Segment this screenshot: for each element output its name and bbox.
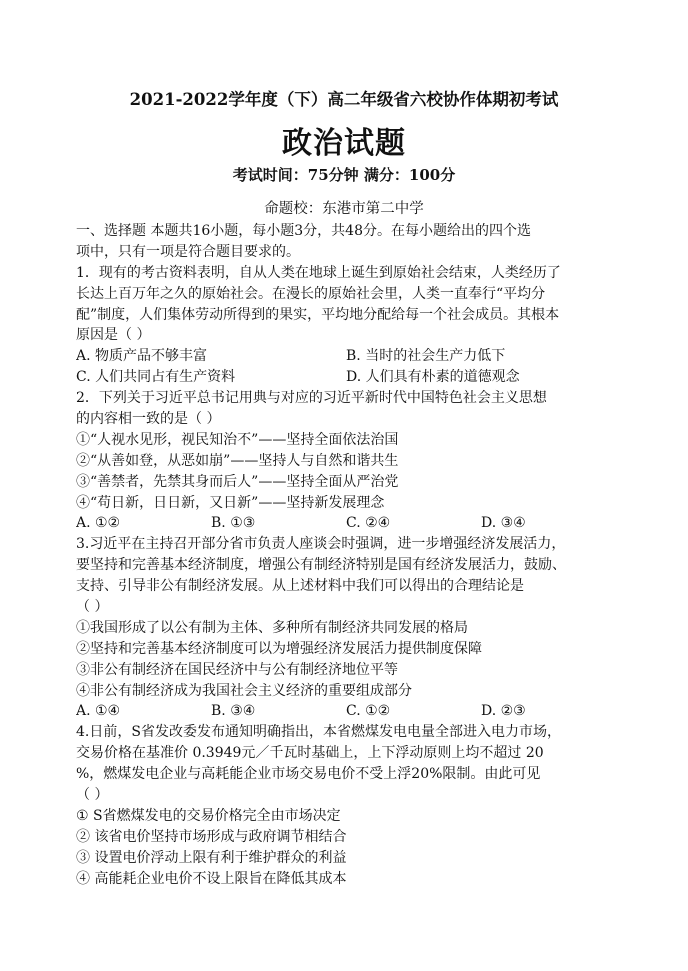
q3-stem-line: 3.习近平在主持召开部分省市负责人座谈会时强调，进一步增强经济发展活力， (76, 536, 566, 553)
section-instruction-line: 一、选择题 本题共16小题，每小题3分，共48分。在每小题给出的四个选 (76, 223, 531, 239)
q4-item: ③ 设置电价浮动上限有利于维护群众的利益 (76, 849, 347, 866)
q2-item: ③“善禁者，先禁其身而后人”——坚持全面从严治党 (76, 473, 399, 490)
q4-item: ④ 高能耗企业电价不设上限旨在降低其成本 (76, 870, 347, 887)
q3-stem-line: 支持、引导非公有制经济发展。从上述材料中我们可以得出的合理结论是 (76, 578, 524, 595)
q2-option-b: B. ①③ (211, 515, 256, 532)
q2-item: ①“人视水见形，视民知治不”——坚持全面依法治国 (76, 431, 399, 448)
q3-option-c: C. ①② (346, 703, 391, 720)
q2-option-d: D. ③④ (481, 515, 526, 532)
q1-stem-line: 配”制度，人们集体劳动所得到的果实，平均地分配给每一个社会成员。其根本 (76, 306, 560, 323)
exam-title: 2021-2022学年度（下）高二年级省六校协作体期初考试 (129, 90, 559, 109)
q3-item: ①我国形成了以公有制为主体、多种所有制经济共同发展的格局 (76, 619, 468, 636)
q2-stem-line: 2．下列关于习近平总书记用典与对应的习近平新时代中国特色社会主义思想 (76, 390, 547, 407)
subject-title: 政治试题 (282, 126, 406, 161)
q4-stem-line: %，燃煤发电企业与高耗能企业市场交易电价不受上浮20%限制。由此可见 (76, 766, 541, 783)
q2-stem-line: 的内容相一致的是（ ） (76, 411, 221, 428)
q2-option-a: A. ①② (76, 515, 121, 532)
q3-stem-line: 要坚持和完善基本经济制度，增强公有制经济特别是国有经济发展活力，鼓励、 (76, 557, 566, 574)
q4-item: ② 该省电价坚持市场形成与政府调节相结合 (76, 828, 347, 845)
q3-item: ②坚持和完善基本经济制度可以为增强经济发展活力提供制度保障 (76, 640, 482, 657)
q1-option-d: D. 人们具有朴素的道德观念 (346, 369, 520, 386)
q3-stem-line: （ ） (76, 599, 109, 616)
q2-item: ②“从善如登，从恶如崩”——坚持人与自然和谐共生 (76, 452, 399, 469)
q1-option-a: A. 物质产品不够丰富 (76, 348, 208, 365)
q3-item: ③非公有制经济在国民经济中与公有制经济地位平等 (76, 661, 398, 678)
q3-option-b: B. ③④ (211, 703, 256, 720)
q1-stem-line: 原因是（ ） (76, 327, 151, 344)
time-score-line: 考试时间：75分钟 满分：100分 (232, 166, 456, 184)
q1-stem-line: 长达上百万年之久的原始社会。在漫长的原始社会里，人类一直奉行“平均分 (76, 285, 546, 302)
q4-stem-line: 交易价格在基准价 0.3949元／千瓦时基础上，上下浮动原则上均不超过 20 (76, 745, 544, 762)
q2-item: ④“苟日新，日日新，又日新”——坚持新发展理念 (76, 494, 385, 511)
q4-stem-line: 4.日前，S省发改委发布通知明确指出，本省燃煤发电电量全部进入电力市场， (76, 724, 561, 741)
q2-options-row (76, 513, 616, 534)
q3-item: ④非公有制经济成为我国社会主义经济的重要组成部分 (76, 682, 412, 699)
q3-options-row (76, 701, 616, 722)
exam-body (76, 221, 616, 890)
q1-stem-line: 1．现有的考古资料表明，自从人类在地球上诞生到原始社会结束，人类经历了 (76, 264, 561, 281)
q3-option-d: D. ②③ (481, 703, 526, 720)
q4-item: ① S省燃煤发电的交易价格完全由市场决定 (76, 807, 341, 824)
setter-school: 命题校：东港市第二中学 (264, 201, 424, 217)
q2-option-c: C. ②④ (346, 515, 391, 532)
q3-option-a: A. ①④ (76, 703, 121, 720)
q1-option-b: B. 当时的社会生产力低下 (346, 348, 506, 365)
q1-options-row-1 (76, 346, 616, 367)
q4-stem-line: （ ） (76, 787, 109, 804)
q1-options-row-2 (76, 367, 616, 388)
q1-option-c: C. 人们共同占有生产资料 (76, 369, 236, 386)
section-instruction-line: 项中，只有一项是符合题目要求的。 (76, 243, 300, 260)
